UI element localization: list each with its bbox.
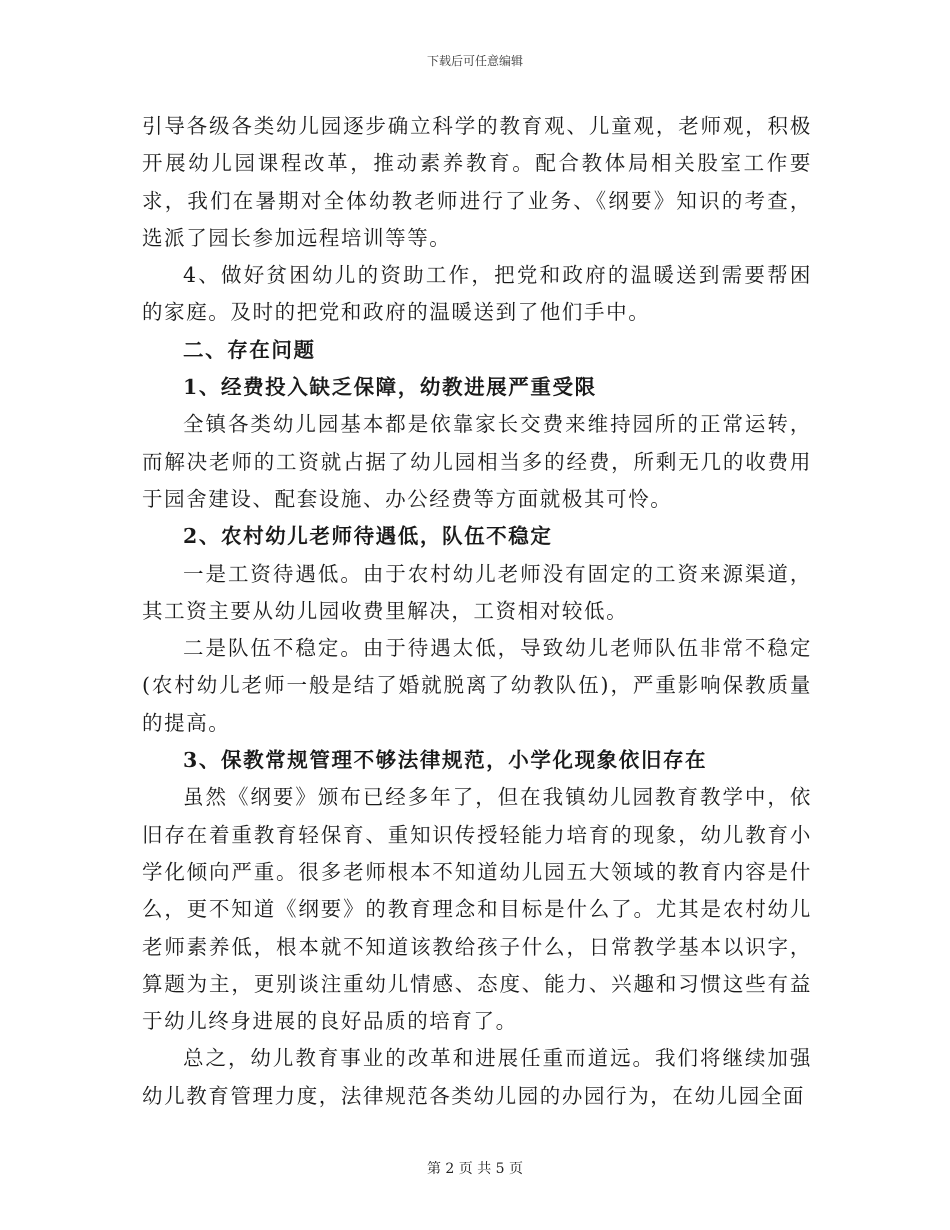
paragraph-salary: 一是工资待遇低。由于农村幼儿老师没有固定的工资来源渠道，其工资主要从幼儿园收费里解决，工资相对较低。 (142, 561, 812, 623)
paragraph-funding: 全镇各类幼儿园基本都是依靠家长交费来维持园所的正常运转，而解决老师的工资就占据了幼儿园相当多的经费，所剩无几的收费用于园舍建设、配套设施、办公经费等方面就极其可怜。 (142, 412, 812, 511)
section-heading-problems: 二、存在问题 (183, 337, 316, 362)
subheading-3: 3、保教常规管理不够法律规范，小学化现象依旧存在 (183, 748, 708, 773)
page-number: 第 2 页 共 5 页 (426, 1161, 524, 1177)
paragraph-item-4: 4、做好贫困幼儿的资助工作，把党和政府的温暖送到需要帮困的家庭。及时的把党和政府的温暖送到了他们手中。 (142, 263, 812, 325)
subheading-2: 2、农村幼儿老师待遇低，队伍不稳定 (183, 524, 553, 549)
page-header-note: 下载后可任意编辑 (426, 54, 523, 68)
paragraph-management: 虽然《纲要》颁布已经多年了，但在我镇幼儿园教育教学中，依旧存在着重教育轻保育、重知识传授轻能力培育的现象，幼儿教育小学化倾向严重。很多老师根本不知道幼儿园五大领域的教育内容是什么，更不知道《纲要》的教育理念和目标是什么了。尤其是农村幼儿老师素养低，根本就不知道该教给孩子什么，日常教学基本以识字，算题为主，更别谈注重幼儿情感、态度、能力、兴趣和习惯这些有益于幼儿终身进展的良好品质的培育了。 (142, 785, 812, 1034)
paragraph-conclusion: 总之，幼儿教育事业的改革和进展任重而道远。我们将继续加强幼儿教育管理力度，法律规范各类幼儿园的办园行为，在幼儿园全面 (142, 1046, 812, 1108)
document-body (142, 108, 812, 1115)
paragraph-team-stability: 二是队伍不稳定。由于待遇太低，导致幼儿老师队伍非常不稳定(农村幼儿老师一般是结了婚就脱离了幼教队伍)，严重影响保教质量的提高。 (142, 636, 812, 735)
paragraph-continuation: 引导各级各类幼儿园逐步确立科学的教育观、儿童观，老师观，积极开展幼儿园课程改革，推动素养教育。配合教体局相关股室工作要求，我们在暑期对全体幼教老师进行了业务、《纲要》知识的考查，选派了园长参加远程培训等等。 (142, 114, 812, 250)
subheading-1: 1、经费投入缺乏保障，幼教进展严重受限 (183, 375, 597, 400)
